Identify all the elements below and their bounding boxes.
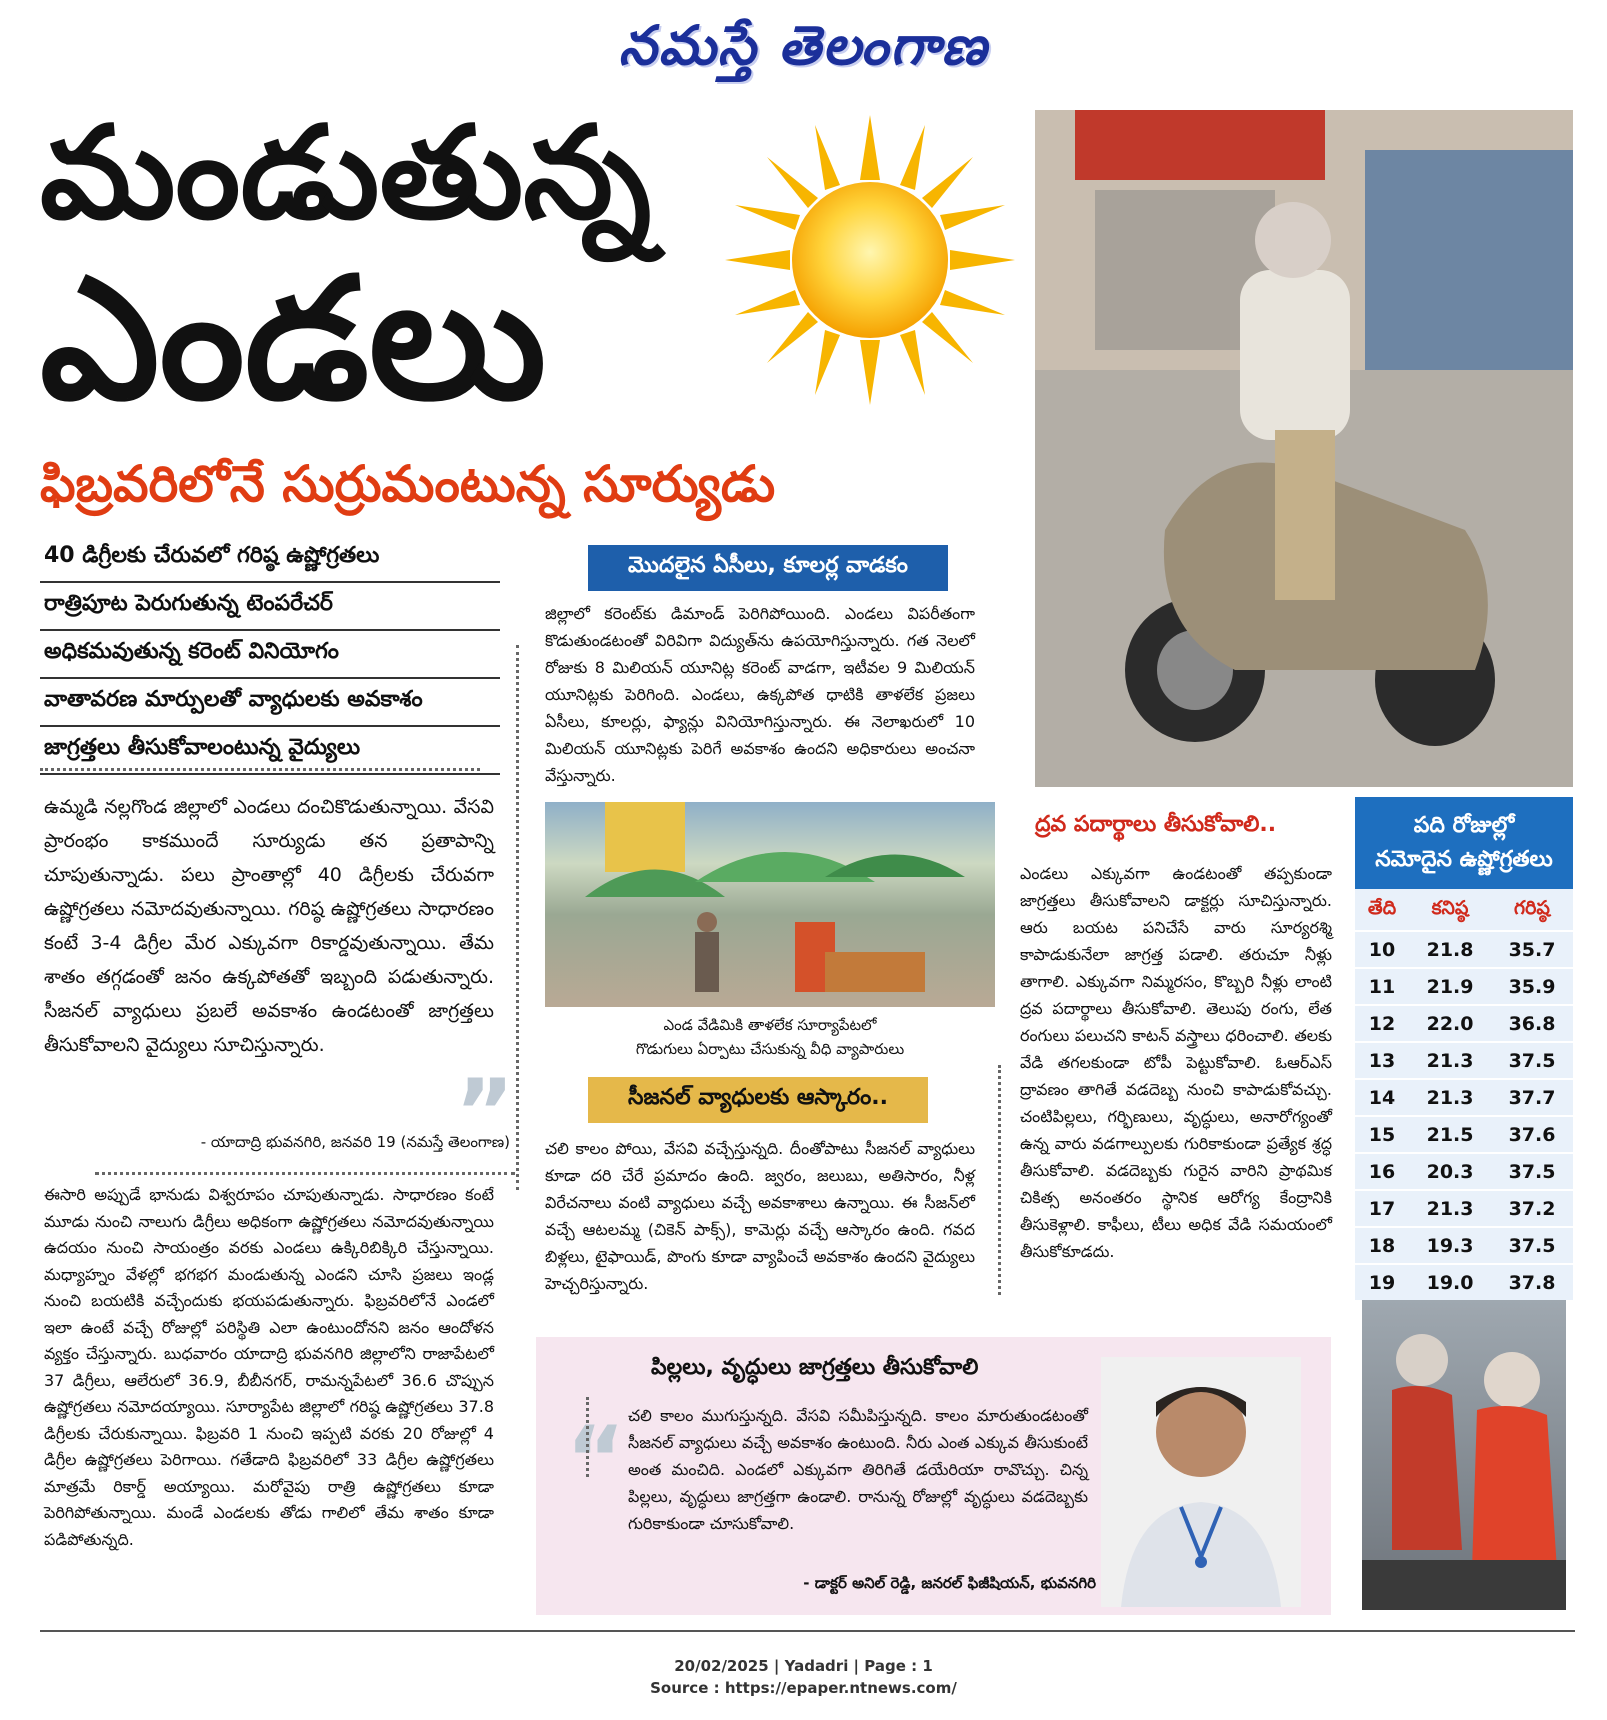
doctor-box-text: చలి కాలం ముగుస్తున్నది. వేసవి సమీపిస్తున్నది. కాలం మారుతుండటంతో సీజనల్ వ్యాధులు వచ్చే అవకాశం ఉంటుంది. నీరు ఎంత ఎక్కువ తీసుకుంటే అంత మంచిది. ఎండలో ఎక్కువగా తిరిగితే డయేరియా రావొచ్చు. చిన్న పిల్లలు, వృద్ధులు జాగ్రత్తగా ఉండాలి. రానున్న రోజుల్లో వృద్ధులు వడదెబ్బకు గురికాకుండా చూసుకోవాలి. — [628, 1406, 1088, 1533]
footer-rule — [40, 1630, 1575, 1632]
section-divider — [40, 768, 480, 771]
masthead-logo: నమస్తే తెలంగాణ — [618, 14, 989, 77]
table-cell: 19.3 — [1409, 1227, 1491, 1264]
table-cell: 37.2 — [1491, 1190, 1573, 1227]
table-row — [1355, 1264, 1573, 1300]
table-cell: 36.8 — [1491, 1005, 1573, 1042]
table-header-row — [1355, 889, 1573, 931]
table-cell: 19 — [1355, 1264, 1409, 1300]
table-cell: 16 — [1355, 1153, 1409, 1190]
close-quote-icon: ” — [455, 1060, 515, 1165]
bullet-list — [40, 535, 500, 775]
sun-illustration — [720, 110, 1020, 410]
subheadline: ఫిబ్రవరిలోనే సుర్రుమంటున్న సూర్యుడు — [40, 455, 776, 513]
headline-line1: మండుతున్న — [40, 99, 652, 248]
doctor-illustration — [1101, 1357, 1301, 1607]
doctor-advice-box — [536, 1337, 1331, 1615]
ac-section-text: జిల్లాలో కరెంట్‌కు డిమాండ్ పెరిగిపోయింది. ఎండలు విపరీతంగా కొడుతుండటంతో విరివిగా విద్యుత్‌ను ఉపయోగిస్తున్నారు. గత నెలలో రోజుకు 8 మిలియన్ యూనిట్ల కరెంట్ వాడగా, ఇటీవల 9 మిలియన్ యూనిట్లకు పెరిగింది. ఎండలు, ఉక్కపోత ధాటికి తాళలేక ప్రజలు ఏసీలు, కూలర్లు, ఫ్యాన్లు వినియోగిస్తున్నారు. ఈ నెలాఖరులో 10 మిలియన్ యూనిట్లకు పెరిగే అవకాశం ఉందని అధికారులు అంచనా వేస్తున్నారు. — [545, 604, 975, 785]
table-cell: 21.9 — [1409, 968, 1491, 1005]
main-story: ఈసారి అప్పుడే భానుడు విశ్వరూపం చూపుతున్నాడు. సాధారణం కంటే మూడు నుంచి నాలుగు డిగ్రీలు అధికంగా ఉష్ణోగ్రతలు నమోదవుతున్నాయి ఉదయం నుంచి సాయంత్రం వరకు ఎండలు ఉక్కిరిబిక్కిరి చేస్తున్నాయి. మధ్యాహ్నం వేళల్లో భగభగ మండుతున్న ఎండని చూసి ప్రజలు ఇండ్ల నుంచి బయటికి వచ్చేందుకు భయపడుతున్నారు. ఫిబ్రవరిలోనే ఎండలో ఇలా ఉంటే వచ్చే రోజుల్లో పరిస్థితి ఎలా ఉంటుందోనని జనం ఆందోళన వ్యక్తం చేస్తున్నారు. బుధవారం యాదాద్రి భువనగిరి జిల్లాలోని రాజాపేటలో 37 డిగ్రీలు, ఆలేరులో 36.9, బీబీనగర్, రామన్నపేటలో 36.6 చొప్పున ఉష్ణోగ్రతలు నమోదయ్యాయి. సూర్యాపేట జిల్లాలో గరిష్ఠ ఉష్ణోగ్రతలు 37.8 డిగ్రీలకు చేరుకున్నాయి. ఫిబ్రవరి 1 నుంచి ఇప్పటి వరకు 20 రోజుల్లో 4 డిగ్రీల ఉష్ణోగ్రతలు పెరిగాయి. గతేడాది ఫిబ్రవరిలో 33 డిగ్రీల ఉష్ణోగ్రతలు మాత్రమే రికార్డ్ అయ్యాయి. మరోవైపు రాత్రి ఉష్ణోగ్రతలు కూడా పెరిగిపోతున్నాయి. మండే ఎండలకు తోడు గాలిలో తేమ శాతం కూడా పడిపోతున్నది. — [44, 1185, 494, 1549]
table-row — [1355, 1116, 1573, 1153]
table-cell: 12 — [1355, 1005, 1409, 1042]
table-cell: 21.5 — [1409, 1116, 1491, 1153]
bullet-item: 40 డిగ్రీలకు చేరువలో గరిష్ఠ ఉష్ణోగ్రతలు — [40, 535, 500, 583]
table-title — [1355, 797, 1573, 889]
women-covered-faces-photo — [1362, 1300, 1566, 1610]
market-photo-caption — [545, 1013, 995, 1061]
table-row — [1355, 1042, 1573, 1079]
table-cell: 37.6 — [1491, 1116, 1573, 1153]
seasonal-section-text: చలి కాలం పోయి, వేసవి వచ్చేస్తున్నది. దీంతోపాటు సీజనల్ వ్యాధులు కూడా దరి చేరే ప్రమాదం ఉంది. జ్వరం, జలుబు, అతిసారం, నీళ్ల విరేచనాలు వంటి వ్యాధులు వచ్చే అవకాశాలు ఉన్నాయి. ఈ సీజన్‌లో వచ్చే ఆటలమ్మ (చికెన్ పాక్స్), కామెర్లు వచ్చే ఆస్కారం ఉంది. గవద బిళ్లలు, టైఫాయిడ్, పొంగు కూడా వ్యాపించే అవకాశం ఉందని వైద్యులు హెచ్చరిస్తున్నారు. — [545, 1139, 975, 1293]
doctor-box-heading: పిల్లలు, వృద్ధులు జాగ్రత్తలు తీసుకోవాలి — [651, 1355, 979, 1380]
dateline: - యాదాద్రి భువనగిరి, జనవరి 19 (నమస్తే తెలంగాణ) — [200, 1133, 510, 1151]
footer-date-line: 20/02/2025 | Yadadri | Page : 1 — [674, 1657, 933, 1675]
open-quote-icon: “ — [566, 1407, 626, 1512]
table-cell: 37.8 — [1491, 1264, 1573, 1300]
column-header: తేది — [1367, 897, 1397, 919]
table-cell: 19.0 — [1409, 1264, 1491, 1300]
table-cell: 37.5 — [1491, 1042, 1573, 1079]
table-cell: 18 — [1355, 1227, 1409, 1264]
table-cell: 10 — [1355, 931, 1409, 968]
table-row — [1355, 1227, 1573, 1264]
table-cell: 14 — [1355, 1079, 1409, 1116]
table-cell: 21.3 — [1409, 1190, 1491, 1227]
fluids-section-heading: ద్రవ పదార్థాలు తీసుకోవాలి.. — [1035, 812, 1277, 837]
intro-paragraph — [44, 790, 494, 1062]
table-cell: 35.9 — [1491, 968, 1573, 1005]
table-row — [1355, 968, 1573, 1005]
table-cell: 35.7 — [1491, 931, 1573, 968]
caption-line: ఎండ వేడిమికి తాళలేక సూర్యాపేటలో — [663, 1016, 877, 1034]
bullet-item: జాగ్రత్తలు తీసుకోవాలంటున్న వైద్యులు — [40, 727, 500, 775]
table-cell: 21.8 — [1409, 931, 1491, 968]
women-illustration — [1362, 1300, 1566, 1610]
table-cell: 17 — [1355, 1190, 1409, 1227]
quote-divider — [586, 1397, 589, 1477]
column-divider — [516, 645, 519, 1190]
bullet-item: వాతావరణ మార్పులతో వ్యాధులకు అవకాశం — [40, 679, 500, 727]
temperature-table-box — [1355, 797, 1573, 1300]
table-cell: 37.7 — [1491, 1079, 1573, 1116]
table-title-line: నమోదైన ఉష్ణోగ్రతలు — [1375, 847, 1553, 872]
headline-line2: ఎండలు — [40, 241, 547, 437]
table-cell: 37.5 — [1491, 1153, 1573, 1190]
table-cell: 15 — [1355, 1116, 1409, 1153]
table-cell: 13 — [1355, 1042, 1409, 1079]
column-divider — [998, 1065, 1001, 1295]
footer-source-link[interactable]: Source : https://epaper.ntnews.com/ — [650, 1679, 957, 1697]
table-cell: 21.3 — [1409, 1079, 1491, 1116]
column-header: గరిష్ఠ — [1514, 897, 1550, 919]
intro-text: ఉమ్మడి నల్లగొండ జిల్లాలో ఎండలు దంచికొడుతున్నాయి. వేసవి ప్రారంభం కాకముందే సూర్యుడు తన ప్రతాపాన్ని చూపుతున్నాడు. పలు ప్రాంతాల్లో 40 డిగ్రీలకు చేరువగా ఉష్ణోగ్రతలు నమోదవుతున్నాయి. గరిష్ఠ ఉష్ణోగ్రతలు సాధారణం కంటే 3-4 డిగ్రీల మేర ఎక్కువగా రికార్డవుతున్నాయి. తేమ శాతం తగ్గడంతో జనం ఉక్కపోతతో ఇబ్బంది పడుతున్నారు. సీజనల్ వ్యాధులు ప్రబలే అవకాశం ఉండటంతో జాగ్రత్తలు తీసుకోవాలని వైద్యులు సూచిస్తున్నారు. — [44, 796, 494, 1056]
table-cell: 20.3 — [1409, 1153, 1491, 1190]
table-row — [1355, 1153, 1573, 1190]
table-cell: 21.3 — [1409, 1042, 1491, 1079]
market-umbrella-photo — [545, 802, 995, 1007]
seasonal-section-heading: సీజనల్ వ్యాధులకు ఆస్కారం.. — [588, 1077, 928, 1123]
table-cell: 37.5 — [1491, 1227, 1573, 1264]
section-divider — [95, 1172, 515, 1175]
ac-section-heading: మొదలైన ఏసీలు, కూలర్ల వాడకం — [588, 545, 948, 591]
market-illustration — [545, 802, 995, 1007]
footer — [0, 1655, 1607, 1699]
scooter-rider-photo — [1035, 110, 1573, 787]
caption-line: గొడుగులు ఏర్పాటు చేసుకున్న వీధి వ్యాపారులు — [635, 1040, 905, 1058]
doctor-byline: - డాక్టర్ అనిల్ రెడ్డి, జనరల్ ఫిజీషియన్, భువనగిరి — [803, 1574, 1096, 1592]
table-row — [1355, 1079, 1573, 1116]
scooter-illustration — [1035, 110, 1573, 787]
table-title-line: పది రోజుల్లో — [1413, 813, 1515, 838]
column-header: కనిష్ఠ — [1431, 897, 1469, 919]
table-cell: 11 — [1355, 968, 1409, 1005]
table-row — [1355, 931, 1573, 968]
table-cell: 22.0 — [1409, 1005, 1491, 1042]
table-row — [1355, 1005, 1573, 1042]
table-row — [1355, 1190, 1573, 1227]
doctor-portrait-photo — [1101, 1357, 1301, 1607]
bullet-item: రాత్రిపూట పెరుగుతున్న టెంపరేచర్ — [40, 583, 500, 631]
temperature-table — [1355, 889, 1573, 1300]
fluids-section-text: ఎండలు ఎక్కువగా ఉండటంతో తప్పకుండా జాగ్రత్తలు తీసుకోవాలని డాక్టర్లు సూచిస్తున్నారు. ఆరు బయట పనిచేసే వారు సూర్యరశ్మి కాపాడుకునేలా జాగ్రత్త పడాలి. తరుచూ నీళ్లు తాగాలి. ఎక్కువగా నిమ్మరసం, కొబ్బరి నీళ్లు లాంటి ద్రవ పదార్థాలు తీసుకోవాలి. తెలుపు రంగు, లేత రంగులు పలుచని కాటన్ వస్త్రాలు ధరించాలి. తలకు వేడి తగలకుండా టోపీ పెట్టుకోవాలి. ఓఆర్ఎస్ ద్రావణం తాగితే వడదెబ్బ నుంచి కాపాడుకోవచ్చు. చంటిపిల్లలు, గర్భిణులు, వృద్ధులు, అనారోగ్యంతో ఉన్న వారు వడగాల్పులకు గురికాకుండా ప్రత్యేక శ్రద్ధ తీసుకోవాలి. వడదెబ్బకు గురైన వారిని ప్రాథమిక చికిత్స అనంతరం స్థానిక ఆరోగ్య కేంద్రానికి తీసుకెళ్లాలి. కాఫీలు, టీలు అధిక వేడి సమయంలో తీసుకోకూడదు. — [1020, 864, 1332, 1261]
bullet-item: అధికమవుతున్న కరెంట్ వినియోగం — [40, 631, 500, 679]
